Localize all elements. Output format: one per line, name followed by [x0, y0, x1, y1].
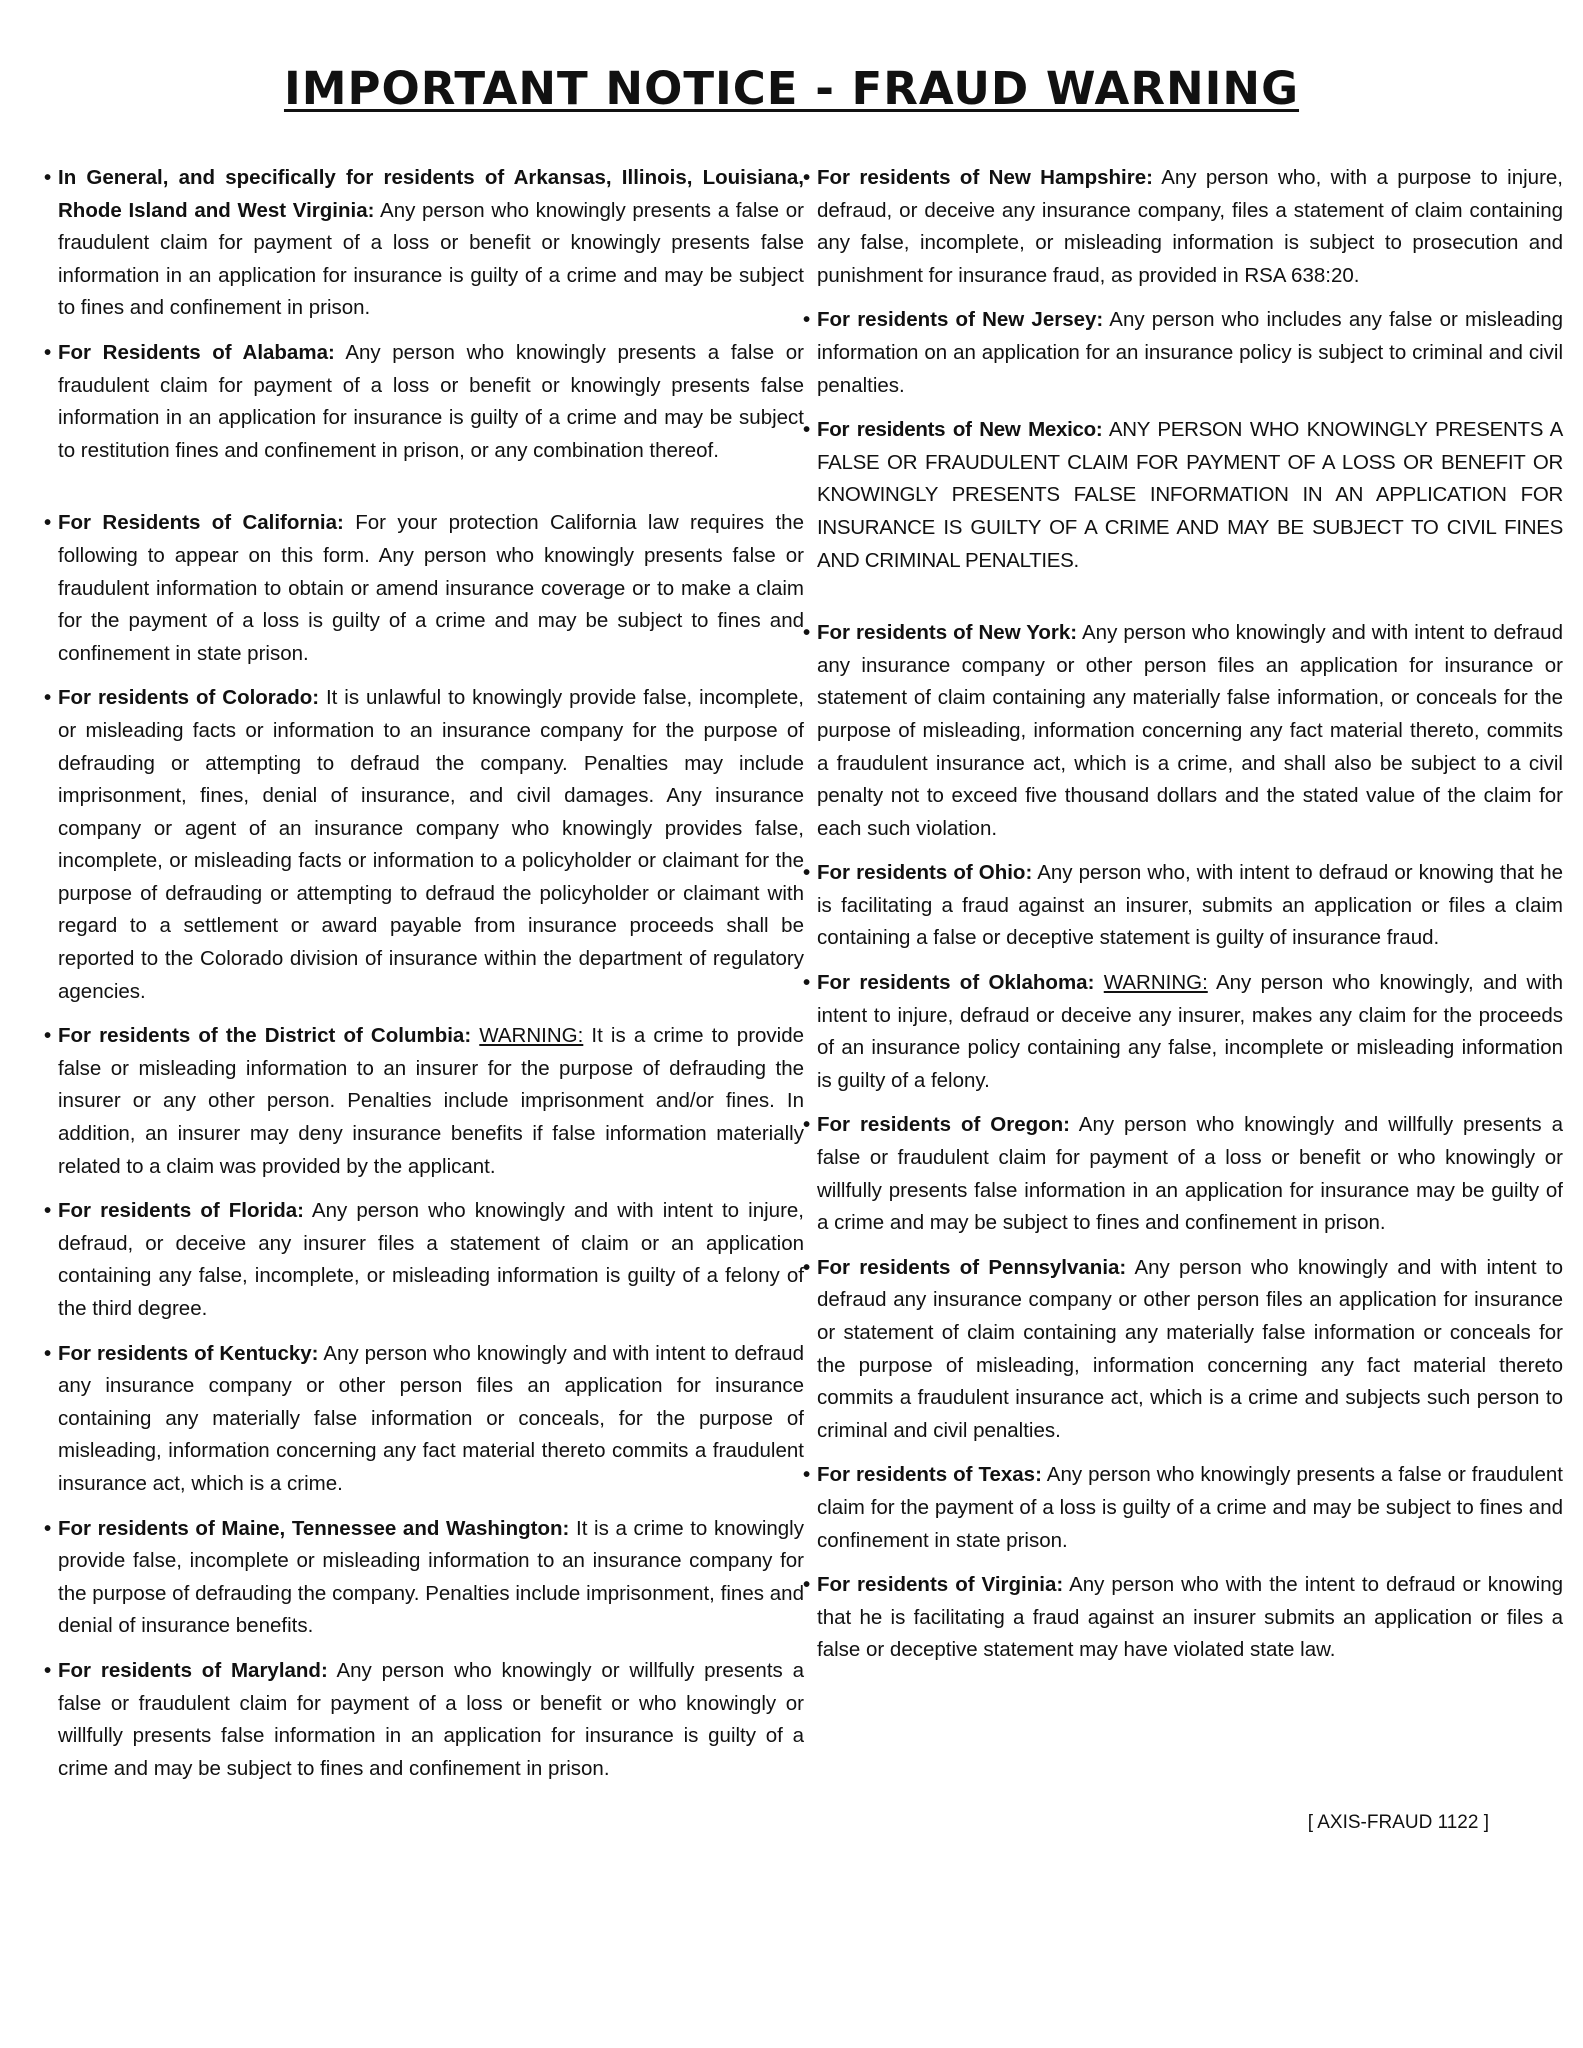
right-column [803, 162, 1563, 1679]
bullet-icon: • [803, 1573, 811, 1597]
bullet-icon: • [803, 1255, 811, 1279]
notice-maine-tennessee-washington [44, 1513, 804, 1643]
notice-virginia [803, 1569, 1563, 1667]
bullet-icon: • [44, 1199, 52, 1223]
notice-body: Any person who knowingly, and with intent to injure, defraud or deceive any insurer, makes any claim for the proceeds of an insurance policy containing any false, incomplete or misleading information is guilty of a felony. [817, 971, 1563, 1092]
bullet-icon: • [44, 1341, 52, 1365]
notice-california [44, 507, 804, 670]
notice-heading: For residents of the District of Columbia: [58, 1024, 472, 1048]
notice-body: It is a crime to knowingly provide false, incomplete or misleading information to an insurance company for the purpose of defrauding the company. Penalties include imprisonment, fines and denial of insurance benefits. [58, 1516, 804, 1638]
notice-heading: For Residents of Alabama: [58, 340, 335, 364]
left-column [44, 162, 804, 1797]
notice-kentucky [44, 1338, 804, 1501]
notice-body: Any person who knowingly presents a false or fraudulent claim for payment of a loss or benefit or knowingly presents false information in an application for insurance is guilty of a crime and may be subject to fines and confinement in prison. [58, 198, 804, 320]
notice-maryland [44, 1655, 804, 1785]
bullet-icon: • [44, 686, 52, 710]
bullet-icon: • [44, 1516, 52, 1540]
bullet-icon: • [803, 861, 811, 885]
notice-body: Any person who, with intent to defraud or knowing that he is facilitating a fraud against an insurer, submits an application or files a claim containing a false or deceptive statement is guilty of insurance fraud. [817, 861, 1563, 950]
notice-heading: For residents of Maryland: [58, 1658, 328, 1682]
bullet-icon: • [803, 621, 811, 645]
notice-oklahoma [803, 967, 1563, 1097]
notice-body: ANY PERSON WHO KNOWINGLY PRESENTS A FALSE OR FRAUDULENT CLAIM FOR PAYMENT OF A LOSS OR BENEFIT OR KNOWINGLY PRESENTS FALSE INFORMATION IN AN APPLICATION FOR INSURANCE IS GUILTY OF A CRIME AND MAY BE SUBJECT TO CIVIL FINES AND CRIMINAL PENALTIES. [817, 418, 1563, 572]
notice-heading: For residents of Texas: [817, 1463, 1042, 1487]
notice-body: Any person who knowingly presents a false or fraudulent claim for the payment of a loss is guilty of a crime and may be subject to fines and confinement in state prison. [817, 1463, 1563, 1552]
notice-heading: For residents of Colorado: [58, 686, 320, 710]
notice-new-mexico [803, 414, 1563, 577]
notice-heading: For residents of Kentucky: [58, 1341, 319, 1365]
notice-body: It is unlawful to knowingly provide false, incomplete, or misleading facts or information to an insurance company for the purpose of defrauding or attempting to defraud the company. Penalties may include imprisonment, fines, denial of insurance, and civil damages. Any insurance company or agent of an insurance company who knowingly provides false, incomplete, or misleading facts or information to a policyholder or claimant for the purpose of defrauding or attempting to defraud the policyholder or claimant with regard to a settlement or award payable from insurance proceeds shall be reported to the Colorado division of insurance within the department of regulatory agencies. [58, 686, 804, 1003]
notice-heading: For residents of New Jersey: [817, 308, 1104, 332]
notice-heading: In General, and specifically for residents of Arkansas, Illinois, Louisiana, Rhode Island and West Virginia: [58, 166, 804, 222]
notice-body: Any person who knowingly presents a false or fraudulent claim for payment of a loss or benefit or knowingly presents false information in an application for insurance is guilty of a crime and may be subject to restitution fines and confinement in prison, or any combination thereof. [58, 340, 804, 462]
notice-alabama [44, 337, 804, 467]
bullet-icon: • [44, 340, 52, 364]
bullet-icon: • [803, 1113, 811, 1137]
notice-colorado [44, 682, 804, 1008]
notice-district-of-columbia [44, 1020, 804, 1183]
notice-heading: For residents of New Hampshire: [817, 166, 1153, 189]
page-title: IMPORTANT NOTICE - FRAUD WARNING [283, 62, 1300, 115]
notice-heading: For residents of New Mexico: [817, 418, 1103, 442]
notice-ohio [803, 857, 1563, 955]
bullet-icon: • [44, 511, 52, 535]
notice-new-york [803, 617, 1563, 845]
notice-body: Any person who, with a purpose to injure, defraud, or deceive any insurance company, files a statement of claim containing any false, incomplete, or misleading information is subject to prosecution and punishment for insurance fraud, as provided in RSA 638:20. [817, 166, 1563, 287]
warning-label: WARNING: [1103, 971, 1208, 995]
notice-heading: For residents of Ohio: [817, 861, 1033, 885]
form-code: [ AXIS-FRAUD 1122 ] [1307, 1812, 1489, 1833]
bullet-icon: • [803, 308, 811, 332]
notice-florida [44, 1195, 804, 1325]
bullet-icon: • [44, 1658, 52, 1682]
notice-heading: For residents of Maine, Tennessee and Washington: [58, 1516, 570, 1540]
notice-heading: For residents of New York: [817, 621, 1078, 645]
notice-heading: For residents of Florida: [58, 1199, 304, 1223]
notice-texas [803, 1459, 1563, 1557]
notice-new-jersey [803, 304, 1563, 402]
bullet-icon: • [803, 418, 810, 442]
notice-body: Any person who with the intent to defraud or knowing that he is facilitating a fraud against an insurer submits an application or files a false or deceptive statement may have violated state law. [817, 1573, 1563, 1662]
notice-oregon [803, 1109, 1563, 1239]
bullet-icon: • [803, 971, 811, 995]
notice-new-hampshire [803, 162, 1563, 292]
bullet-icon: • [44, 166, 52, 189]
notice-body: Any person who knowingly and with intent to defraud any insurance company or other person files an application for insurance containing any materially false information or conceals, for the purpose of misleading, information concerning any fact material thereto commits a fraudulent insurance act, which is a crime. [58, 1341, 804, 1495]
notice-body: It is a crime to provide false or misleading information to an insurer for the purpose of defrauding the insurer or any other person. Penalties include imprisonment and/or fines. In addition, an insurer may deny insurance benefits if false information materially related to a claim was provided by the applicant. [58, 1024, 805, 1178]
notice-pennsylvania [803, 1252, 1563, 1448]
notice-general [44, 162, 804, 325]
notice-heading: For residents of Oklahoma: [817, 971, 1095, 995]
notice-body: Any person who knowingly and with intent to defraud any insurance company or other person files an application for insurance or statement of claim containing any materially false information or conceals for the purpose of misleading, information concerning any fact material thereto commits a fraudulent insurance act, which is a crime and subjects such person to criminal and civil penalties. [817, 1255, 1563, 1442]
notice-heading: For residents of Pennsylvania: [817, 1255, 1127, 1279]
notice-heading: For residents of Virginia: [817, 1573, 1064, 1597]
notice-body: Any person who includes any false or misleading information on an application for an insurance policy is subject to criminal and civil penalties. [817, 308, 1563, 397]
notice-body: Any person who knowingly or willfully presents a false or fraudulent claim for payment of a loss or benefit or who knowingly or willfully presents false information in an application for insurance is guilty of a crime and may be subject to fines and confinement in prison. [58, 1658, 804, 1780]
notice-heading: For residents of Oregon: [817, 1113, 1070, 1137]
notice-heading: For Residents of California: [58, 511, 344, 535]
notice-body: For your protection California law requires the following to appear on this form. Any person who knowingly presents false or fraudulent information to obtain or amend insurance coverage or to make a claim for the payment of a loss is guilty of a crime and may be subject to fines and confinement in state prison. [58, 511, 804, 665]
notice-body: Any person who knowingly and with intent to defraud any insurance company or other person files an application for insurance or statement of claim containing any materially false information, or conceals for the purpose of misleading, information concerning any fact material thereto, commits a fraudulent insurance act, which is a crime, and shall also be subject to a civil penalty not to exceed five thousand dollars and the stated value of the claim for each such violation. [817, 621, 1563, 840]
bullet-icon: • [44, 1024, 52, 1048]
notice-body: Any person who knowingly and willfully presents a false or fraudulent claim for payment of a loss or benefit or who knowingly or willfully presents false information in an application for insurance may be guilty of a crime and may be subject to fines and confinement in prison. [817, 1113, 1564, 1235]
bullet-icon: • [803, 166, 811, 189]
bullet-icon: • [803, 1463, 811, 1487]
warning-label: WARNING: [479, 1024, 584, 1048]
notice-body: Any person who knowingly and with intent to injure, defraud, or deceive any insurer files a statement of claim or an application containing any false, incomplete, or misleading information is guilty of a felony of the third degree. [58, 1199, 804, 1320]
